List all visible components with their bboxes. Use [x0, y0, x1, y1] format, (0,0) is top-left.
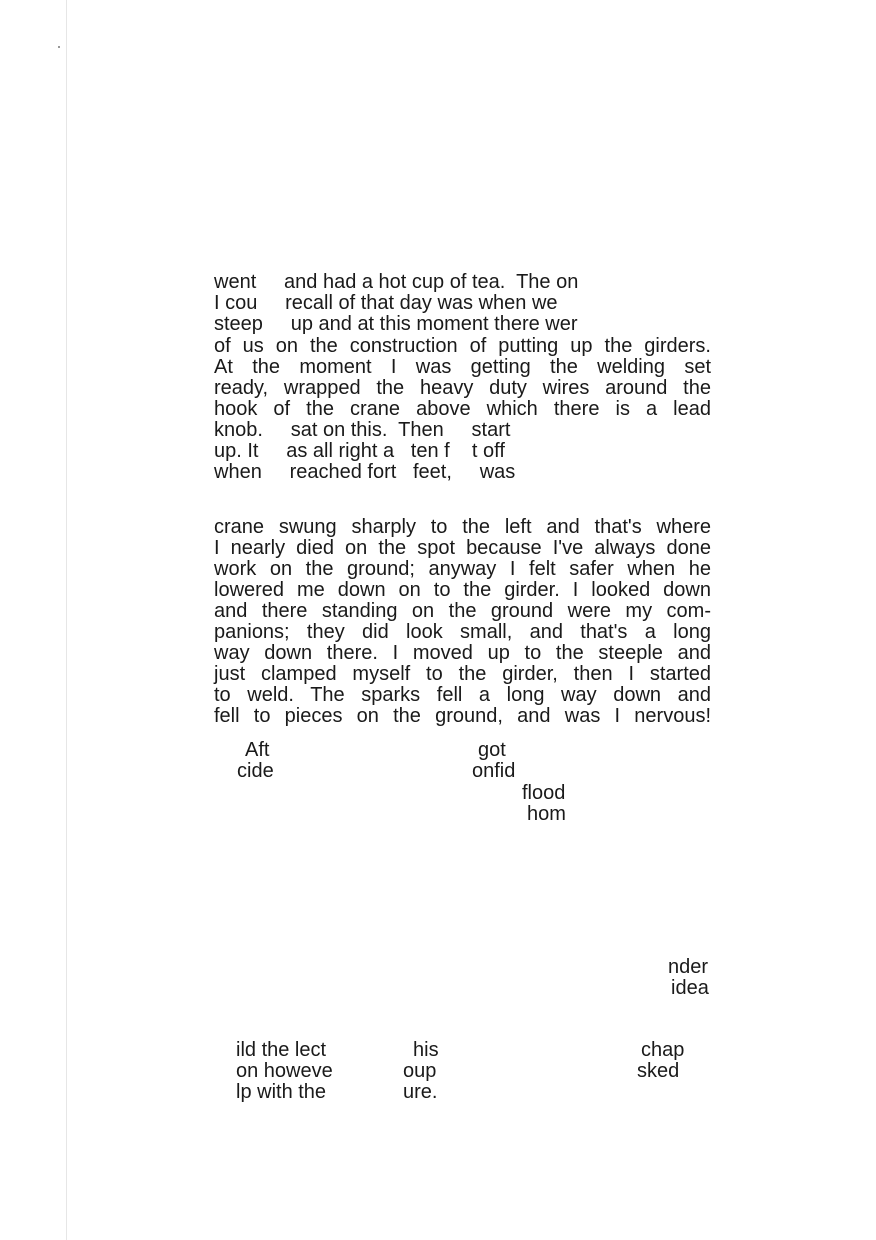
text-line: lowered me down on to the girder. I looked down [214, 579, 711, 601]
text-fragment: nder [668, 956, 709, 978]
text-fragment: got [478, 739, 506, 761]
dust-speck [58, 46, 60, 48]
text-fragment: on howeve [236, 1060, 333, 1082]
text-fragment: oup [403, 1060, 437, 1082]
text-fragment: Aft [245, 739, 270, 761]
page-fold-line [66, 0, 67, 1240]
text-line: panions; they did look small, and that's a long [214, 621, 711, 643]
text-line: I cou recall of that day was when we [214, 292, 558, 314]
text-line: crane swung sharply to the left and that's where [214, 516, 711, 538]
text-fragment: cide [237, 760, 274, 782]
text-line: and there standing on the ground were my com- [214, 600, 711, 622]
text-line: went and had a hot cup of tea. The on [214, 271, 579, 293]
text-fragment: hom [527, 803, 566, 825]
text-fragment: his [413, 1039, 439, 1061]
text-fragment: ild the lect [236, 1039, 327, 1061]
text-line: I nearly died on the spot because I've always done [214, 537, 711, 559]
text-fragment: lp with the [236, 1081, 327, 1103]
text-line: At the moment I was getting the welding set [214, 356, 711, 378]
text-fragment: ure. [403, 1081, 438, 1103]
text-line: work on the ground; anyway I felt safer when he [214, 558, 711, 580]
text-line: knob. sat on this. Then start [214, 419, 511, 441]
text-line: up. It as all right a ten f t off [214, 440, 505, 462]
text-fragment: chap [641, 1039, 685, 1061]
text-fragment: idea [671, 977, 709, 999]
text-line: ready, wrapped the heavy duty wires around the [214, 377, 711, 399]
text-fragment: onfid [472, 760, 516, 782]
text-line: to weld. The sparks fell a long way down and [214, 684, 711, 706]
text-line: way down there. I moved up to the steeple and [214, 642, 711, 664]
text-fragment: sked [637, 1060, 680, 1082]
text-line: steep up and at this moment there wer [214, 313, 578, 335]
text-fragment: flood [522, 782, 566, 804]
text-line: fell to pieces on the ground, and was I nervous! [214, 705, 711, 727]
text-line: just clamped myself to the girder, then I started [214, 663, 711, 685]
text-line: hook of the crane above which there is a lead [214, 398, 711, 420]
text-line: when reached fort feet, was [214, 461, 516, 483]
text-line: of us on the construction of putting up the girders. [214, 335, 711, 357]
